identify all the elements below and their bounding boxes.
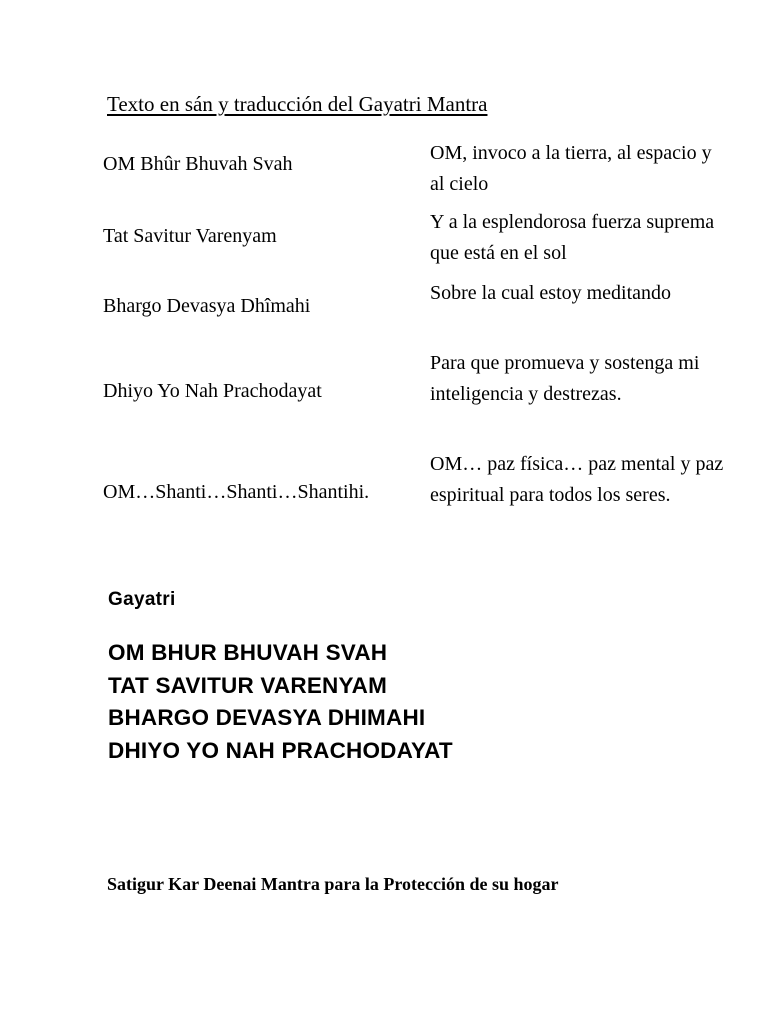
document-title: Texto en sán y traducción del Gayatri Mantra (107, 92, 488, 116)
mantra-line: BHARGO DEVASYA DHIMAHI (108, 705, 426, 730)
sanskrit-text: OM…Shanti…Shanti…Shantihi. (103, 481, 370, 503)
gayatri-mantra-text (108, 637, 453, 767)
next-section-title: Satigur Kar Deenai Mantra para la Protección de su hogar (107, 874, 559, 894)
sanskrit-text: OM Bhûr Bhuvah Svah (103, 153, 293, 175)
translation-text: Sobre la cual estoy meditando (430, 282, 672, 304)
translation-text: Para que promueva y sostenga mi inteligencia y destrezas. (430, 352, 700, 405)
translation-text: OM, invoco a la tierra, al espacio y al cielo (430, 142, 712, 195)
translation-text: Y a la esplendorosa fuerza suprema que está en el sol (430, 211, 715, 264)
mantra-line: DHIYO YO NAH PRACHODAYAT (108, 737, 453, 763)
mantra-line: TAT SAVITUR VARENYAM (108, 672, 388, 698)
gayatri-heading: Gayatri (108, 589, 176, 610)
sanskrit-text: Tat Savitur Varenyam (103, 225, 277, 247)
mantra-line: OM BHUR BHUVAH SVAH (108, 640, 388, 665)
translation-text: OM… paz física… paz mental y paz espiritual para todos los seres. (430, 453, 724, 506)
sanskrit-text: Dhiyo Yo Nah Prachodayat (103, 380, 322, 402)
sanskrit-text: Bhargo Devasya Dhîmahi (103, 295, 311, 317)
